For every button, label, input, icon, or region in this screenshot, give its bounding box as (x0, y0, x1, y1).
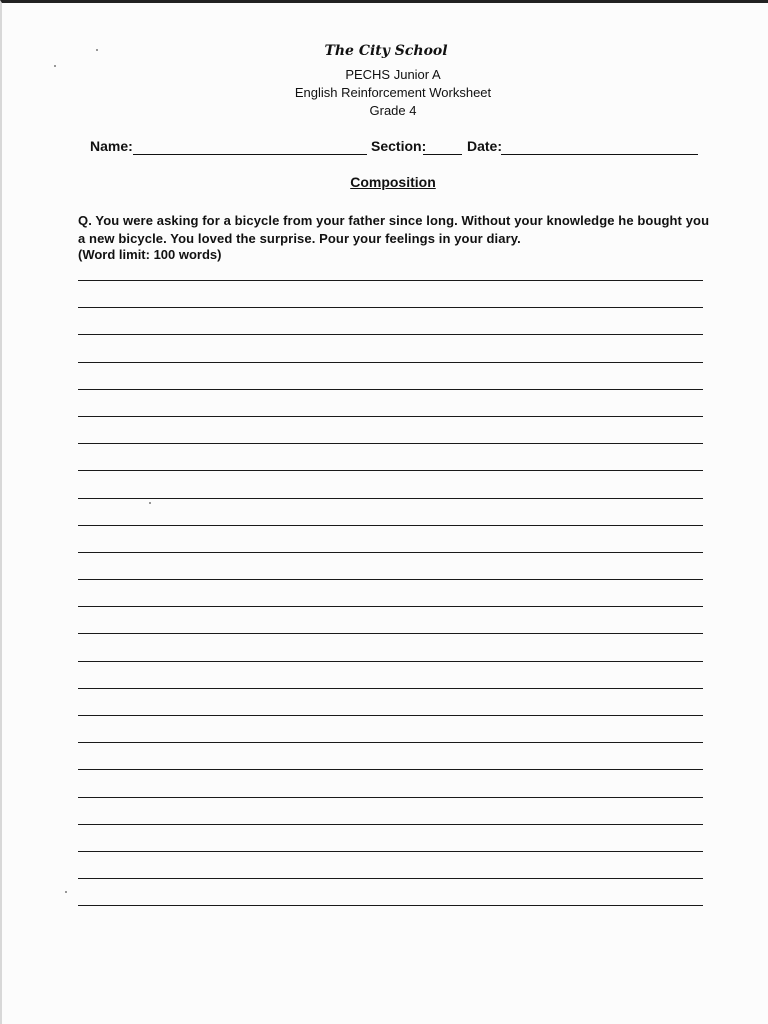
writing-line[interactable] (78, 878, 703, 879)
writing-lines (78, 280, 703, 933)
writing-line[interactable] (78, 552, 703, 553)
section-label: Section: (371, 138, 427, 154)
writing-line[interactable] (78, 742, 703, 743)
writing-line[interactable] (78, 525, 703, 526)
worksheet-title: English Reinforcement Worksheet (294, 85, 492, 100)
writing-line[interactable] (78, 498, 703, 499)
branch-name: PECHS Junior A (345, 67, 441, 82)
writing-line[interactable] (78, 470, 703, 471)
scan-speck (149, 502, 151, 504)
writing-line[interactable] (78, 797, 703, 798)
writing-line[interactable] (78, 905, 703, 906)
grade-label: Grade 4 (369, 103, 417, 118)
word-limit: (Word limit: 100 words) (78, 247, 222, 262)
writing-line[interactable] (78, 851, 703, 852)
writing-line[interactable] (78, 443, 703, 444)
name-blank[interactable] (133, 154, 367, 155)
date-label: Date: (467, 138, 503, 154)
question-text: Q. You were asking for a bicycle from your father since long. Without your knowledge he bought you a new bicycle. You loved the surprise. Pour your feelings in your diary. (78, 213, 710, 246)
writing-line[interactable] (78, 606, 703, 607)
scan-speck (54, 65, 56, 67)
writing-line[interactable] (78, 715, 703, 716)
date-blank[interactable] (501, 154, 698, 155)
writing-line[interactable] (78, 579, 703, 580)
writing-line[interactable] (78, 416, 703, 417)
writing-line[interactable] (78, 307, 703, 308)
section-blank[interactable] (423, 154, 462, 155)
writing-line[interactable] (78, 389, 703, 390)
scan-speck (65, 891, 67, 893)
writing-line[interactable] (78, 633, 703, 634)
name-label: Name: (90, 138, 133, 154)
writing-line[interactable] (78, 688, 703, 689)
scan-speck (96, 49, 98, 51)
writing-line[interactable] (78, 661, 703, 662)
writing-line[interactable] (78, 334, 703, 335)
student-info-row (90, 138, 698, 158)
composition-heading: Composition (350, 174, 436, 190)
school-name: The City School (324, 43, 448, 59)
writing-line[interactable] (78, 362, 703, 363)
writing-line[interactable] (78, 824, 703, 825)
writing-line[interactable] (78, 769, 703, 770)
writing-line[interactable] (78, 280, 703, 281)
